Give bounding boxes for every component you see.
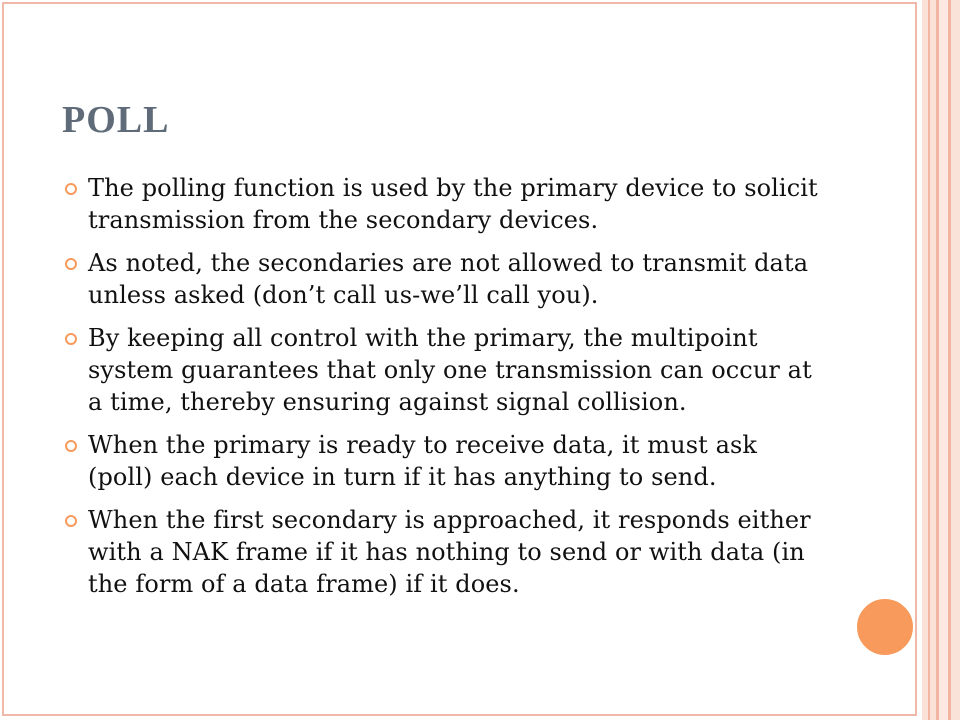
bullet-item (62, 429, 822, 493)
bullet-marker-icon (62, 172, 88, 202)
bullet-text: The polling function is used by the primary device to solicit transmission from the secondary devices. (88, 174, 818, 234)
bullet-item (62, 172, 822, 236)
bullet-item (62, 322, 822, 418)
decorative-stripes (922, 0, 960, 720)
bullet-item (62, 504, 822, 600)
decorative-circle (855, 597, 915, 657)
slide-title: POLL (62, 99, 170, 141)
bullet-marker-icon (62, 429, 88, 459)
bullet-list (62, 172, 822, 611)
bullet-marker-icon (62, 247, 88, 277)
bullet-marker-icon (62, 322, 88, 352)
bullet-marker-icon (62, 504, 88, 534)
bullet-text: By keeping all control with the primary, the multipoint system guarantees that only one transmission can occur at a time, thereby ensuring against signal collision. (88, 324, 812, 416)
bullet-text: As noted, the secondaries are not allowed to transmit data unless asked (don’t call us-we’ll call you). (88, 249, 809, 309)
bullet-text: When the first secondary is approached, it responds either with a NAK frame if it has nothing to send or with data (in the form of a data frame) if it does. (88, 506, 811, 598)
bullet-item (62, 247, 822, 311)
bullet-text: When the primary is ready to receive data, it must ask (poll) each device in turn if it has anything to send. (88, 431, 758, 491)
